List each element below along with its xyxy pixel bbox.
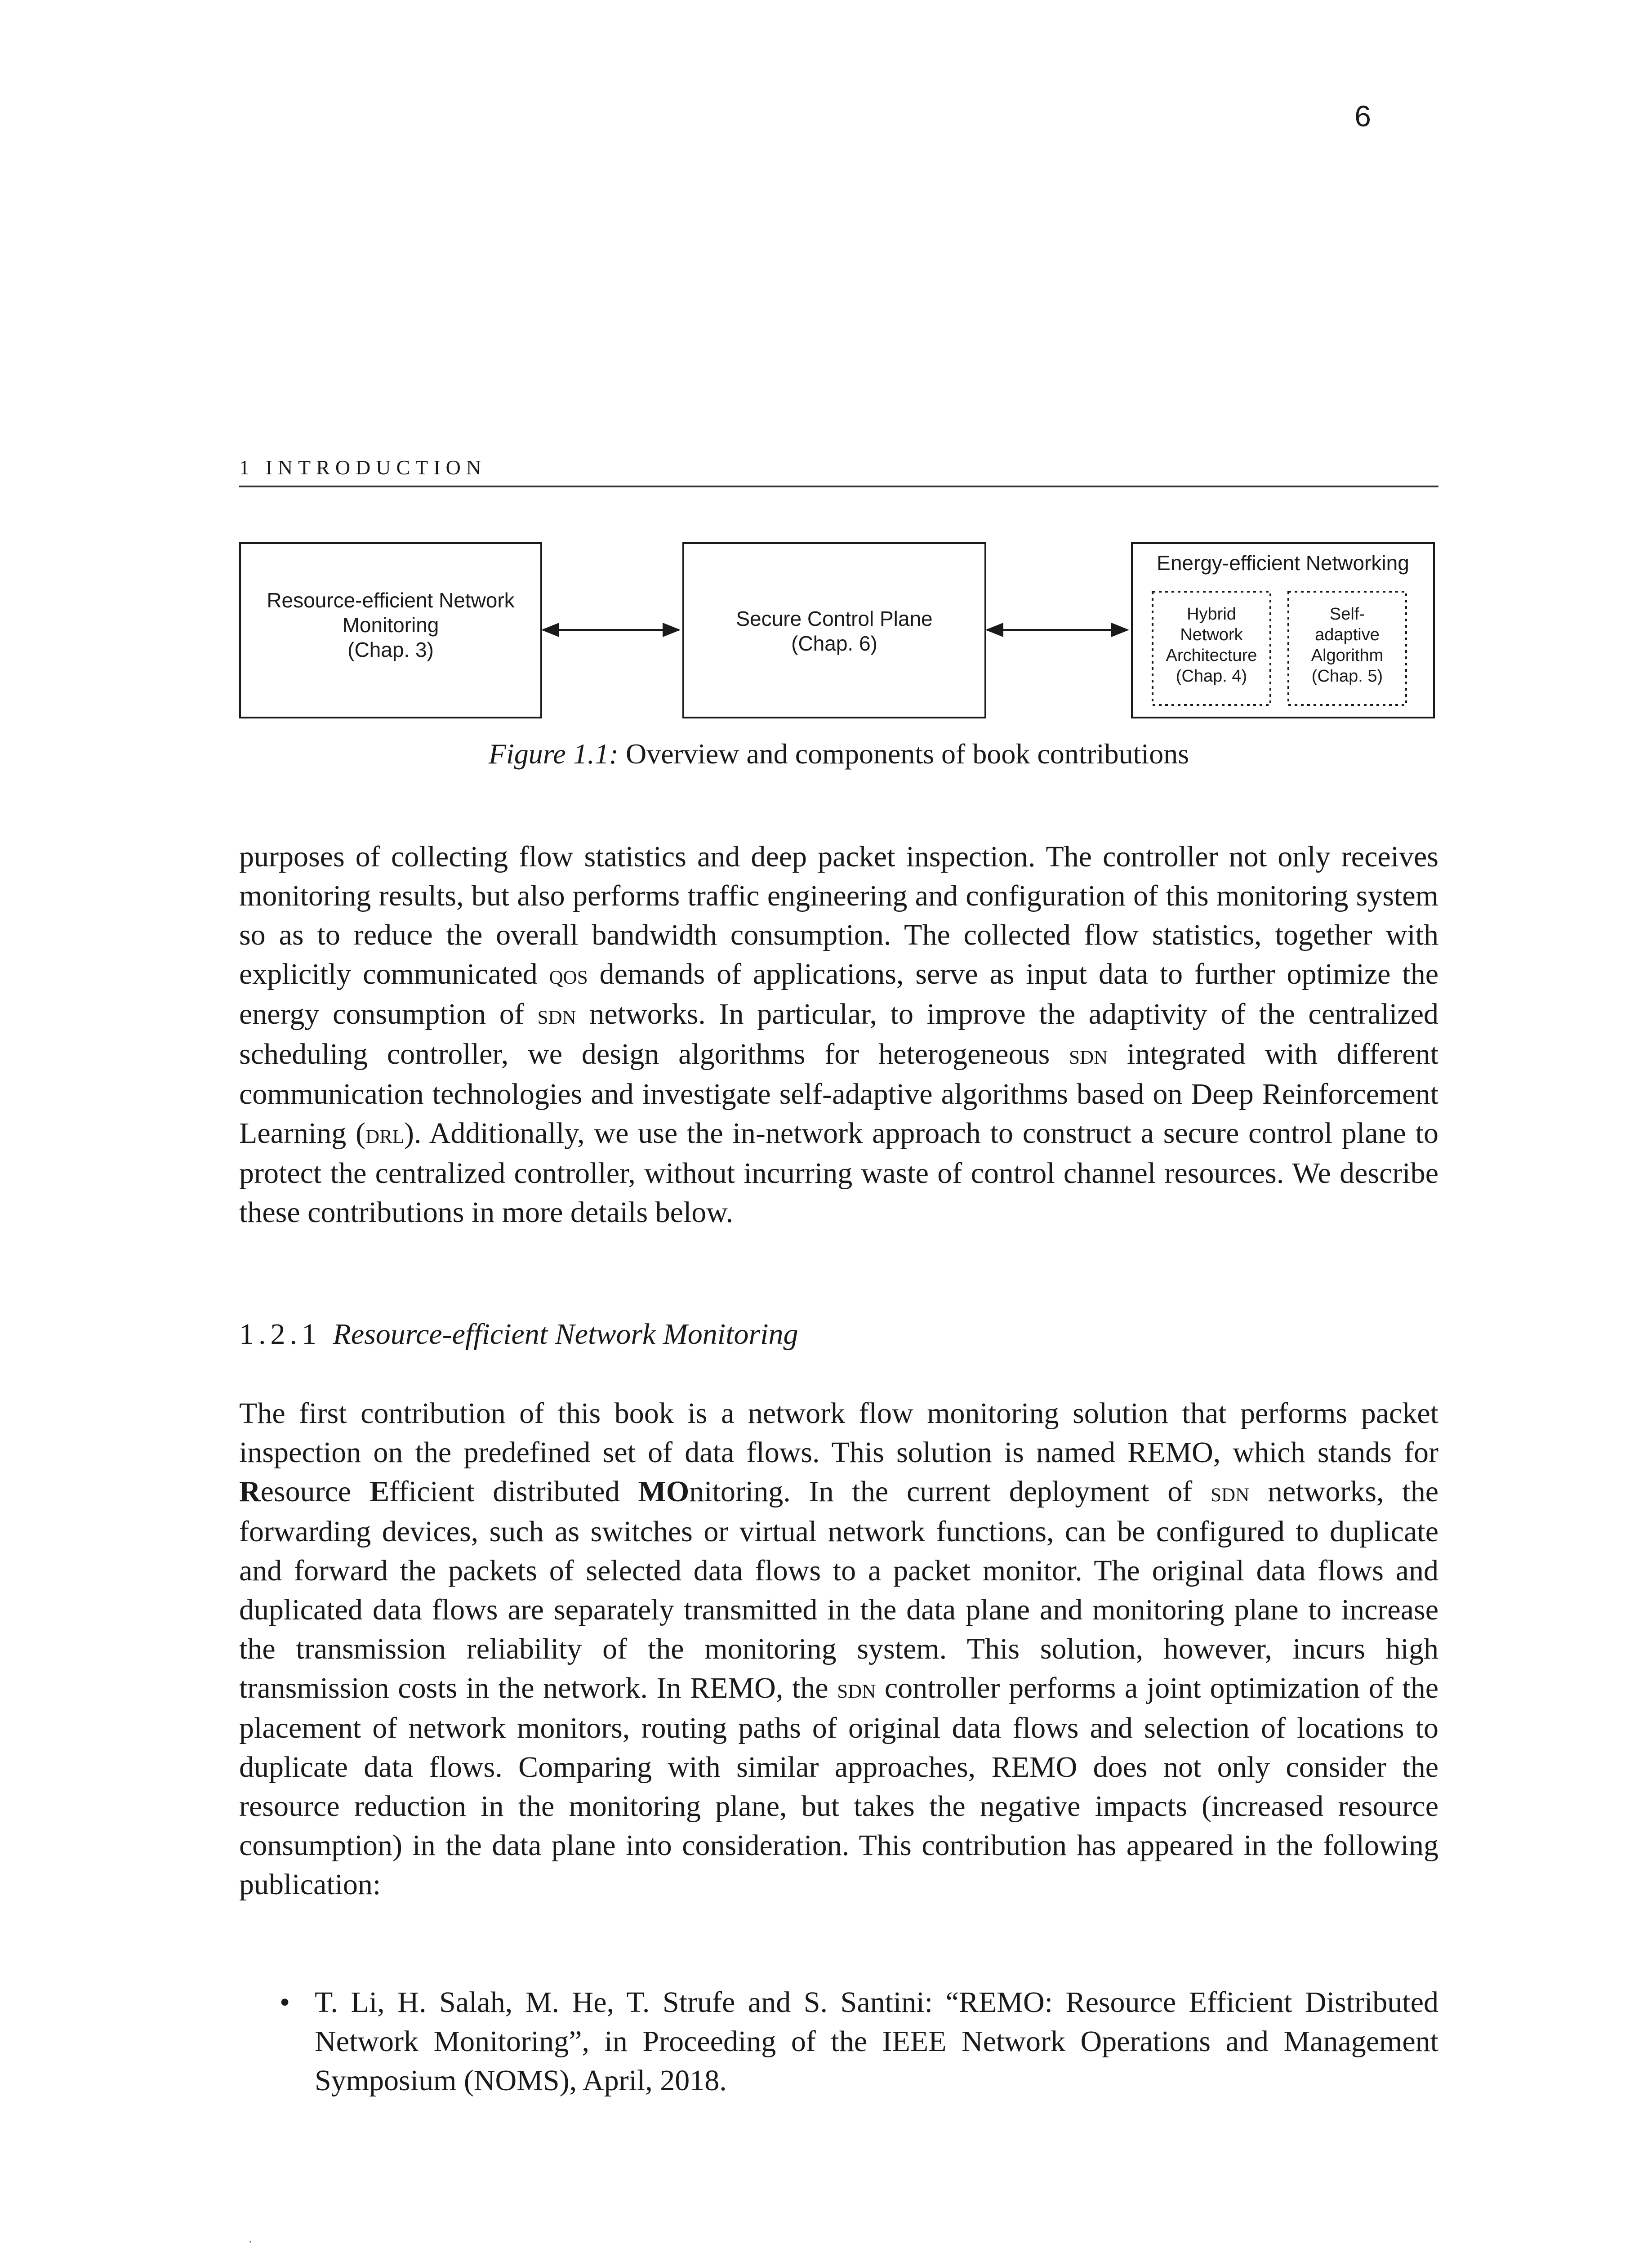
figure-caption-text: Overview and components of book contributions	[626, 738, 1189, 770]
bold-letter: E	[370, 1475, 390, 1508]
figure-caption-label: Figure 1.1:	[488, 738, 619, 770]
remo-paragraph	[239, 1394, 1438, 1904]
self-adaptive-box-line-4: (Chap. 5)	[1311, 667, 1383, 686]
text-run: integrated with different communication technologies and investigate self-adaptive algorithms based on Deep Reinforcement Learning (	[239, 1038, 1438, 1150]
acronym-sdn: sdn	[1069, 1039, 1108, 1070]
text-run: fficient distributed	[389, 1475, 638, 1508]
hybrid-box-line-3: Architecture	[1166, 646, 1257, 665]
control-plane-box-line-1: Secure Control Plane	[736, 607, 933, 630]
monitoring-box-line-3: (Chap. 3)	[347, 638, 434, 661]
text-run: demands of applications, serve as input data to further optimize the energy consumption of	[239, 958, 1438, 1030]
self-adaptive-box-line-1: Self-	[1329, 605, 1365, 624]
hybrid-box-line-4: (Chap. 4)	[1176, 667, 1247, 686]
section-title: Resource-efficient Network Monitoring	[333, 1318, 798, 1351]
energy-box-title: Energy-efficient Networking	[1157, 551, 1409, 575]
publication-item	[239, 1983, 1438, 2100]
control-plane-box-line-2: (Chap. 6)	[791, 632, 877, 655]
acronym-sdn: sdn	[1211, 1477, 1250, 1508]
text-run: nitoring. In the current deployment of	[689, 1475, 1211, 1508]
section-heading	[239, 1317, 1438, 1351]
running-header-text: 1 INTRODUCTION	[239, 456, 487, 479]
acronym-sdn: sdn	[537, 999, 576, 1030]
figure-caption	[239, 737, 1438, 771]
bold-letter: R	[239, 1475, 261, 1508]
bullet-icon: •	[280, 1986, 290, 2019]
publication-list	[239, 1983, 1438, 2100]
section-number: 1.2.1	[239, 1318, 321, 1351]
footer-mark: ·	[248, 2235, 253, 2248]
publication-text: T. Li, H. Salah, M. He, T. Strufe and S. Santini: “REMO: Resource Efficient Distributed Network Monitoring”, in Proceeding of the IEEE Network Operations and Management Symposium (NOMS), April, 2018.	[315, 1986, 1438, 2097]
self-adaptive-box-line-2: adaptive	[1315, 625, 1380, 644]
control-plane-box	[683, 543, 985, 718]
text-run: networks. In particular, to improve the adaptivity of the centralized scheduling controller, we design algorithms for heterogeneous	[239, 998, 1439, 1070]
hybrid-box-line-1: Hybrid	[1187, 605, 1236, 624]
text-run: networks, the forwarding devices, such as switches or virtual network functions, can be configured to duplicate and forward the packets of selected data flows to a packet monitor. The original data flows and duplicated data flows are separately transmitted in the data plane and monitoring plane to increase the transmission reliability of the monitoring system. This solution, however, incurs high transmission costs in the network. In REMO, the	[239, 1475, 1439, 1704]
monitoring-box-line-2: Monitoring	[342, 613, 439, 637]
text-run: controller performs a joint optimization of the placement of network monitors, routing paths of original data flows and selection of locations to duplicate data flows. Comparing with similar approaches, REMO does not only consider the resource reduction in the monitoring plane, but takes the negative impacts (increased resource consumption) in the data plane into consideration. This contribution has appeared in the following publication:	[239, 1672, 1438, 1901]
intro-paragraph	[239, 837, 1438, 1232]
bold-letter: MO	[638, 1475, 690, 1508]
self-adaptive-box-line-3: Algorithm	[1311, 646, 1384, 665]
text-run: The first contribution of this book is a network flow monitoring solution that performs packet inspection on the predefined set of data flows. This solution is named REMO, which stands for	[239, 1397, 1438, 1469]
text-run: esource	[260, 1475, 370, 1508]
page-number: 6	[1354, 99, 1371, 133]
text-run: purposes of collecting flow statistics and deep packet inspection. The controller not only receives monitoring results, but also performs traffic engineering and configuration of this monitoring system so as to reduce the overall bandwidth consumption. The collected flow statistics, together with explicitly communicated	[239, 840, 1438, 990]
running-header	[239, 450, 1438, 487]
acronym-qos: qos	[549, 959, 588, 990]
acronym-drl: drl	[365, 1119, 405, 1149]
acronym-sdn: sdn	[837, 1673, 876, 1704]
hybrid-box-line-2: Network	[1180, 625, 1243, 644]
text-run: ). Additionally, we use the in-network approach to construct a secure control plane to protect the centralized controller, without incurring waste of control channel resources. We describe these contributions in more details below.	[239, 1117, 1439, 1229]
monitoring-box-line-1: Resource-efficient Network	[267, 589, 515, 612]
contributions-diagram	[234, 531, 1447, 728]
